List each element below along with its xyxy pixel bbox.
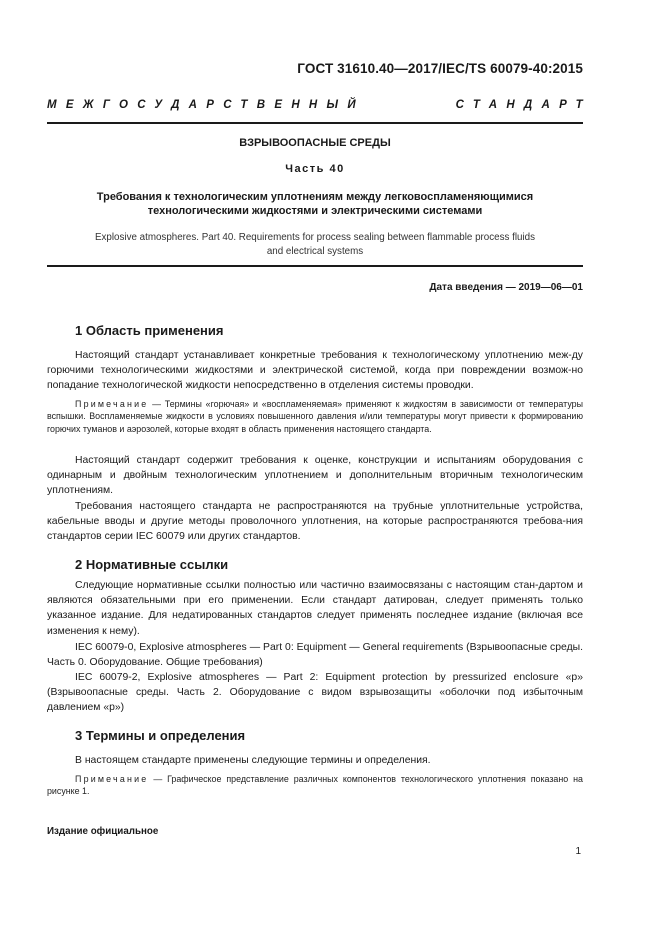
english-title-line2: and electrical systems	[266, 246, 364, 257]
introduction-date: Дата введения — 2019—06—01	[429, 282, 583, 293]
section1-note	[47, 398, 583, 435]
section2-heading: 2 Нормативные ссылки	[75, 557, 229, 572]
section3-note-label: Примечание	[75, 774, 149, 784]
section3-note-text: — Графическое представление различных компонентов технологического уплотнения показано на рисунке 1.	[47, 774, 583, 797]
section3-heading: 3 Термины и определения	[75, 728, 246, 743]
document-name	[47, 190, 583, 218]
document-title: ВЗРЫВООПАСНЫЕ СРЕДЫ	[239, 137, 391, 149]
section2-paragraph1: Следующие нормативные ссылки полностью или частично взаимосвязаны с настоящим стан-дартом и являются обязательными при его применении. Если стандарт датирован, следует применять только указанное издание. Для недатированных стандартов следует применять последнее издание (включая все изменения к нему).	[47, 580, 583, 637]
title-rule	[47, 265, 583, 267]
english-title-line1: Explosive atmospheres. Part 40. Requirements for process sealing between flammable process fluids	[95, 232, 535, 243]
official-edition-label: Издание официальное	[47, 826, 159, 837]
english-title	[47, 231, 583, 259]
document-name-line1: Требования к технологическим уплотнениям между легковоспламеняющимися	[96, 191, 534, 203]
header-rule	[47, 122, 583, 124]
standard-code: ГОСТ 31610.40—2017/IEC/TS 60079-40:2015	[297, 61, 583, 76]
section1-note-label: Примечание	[75, 399, 149, 409]
section1-heading: 1 Область применения	[75, 323, 224, 338]
section1-note-text: — Термины «горючая» и «воспламеняемая» применяют к жидкостям в зависимости от температуры вспышки. Воспламеняемые жидкости в условиях повышенного давления и/или температуры могут привести к формированию горючих туманов и аэрозолей, которые входят в область применения настоящего стандарта.	[47, 399, 583, 434]
document-name-line2: технологическими жидкостями и электрическими системами	[147, 205, 483, 217]
section1-paragraph2: Настоящий стандарт содержит требования к оценке, конструкции и испытаниям оборудования с одинарным и двойным технологическим уплотнением и дополнительным вторичным технологическим уплотнениям.	[47, 455, 583, 497]
document-part: Часть 40	[285, 163, 345, 175]
banner-word-interstate: МЕЖГОСУДАРСТВЕННЫЙ	[47, 99, 365, 111]
section3-note	[47, 773, 583, 798]
section1-paragraph3: Требования настоящего стандарта не распространяются на трубные уплотнительные устройства, кабельные вводы и другие методы проволочного уплотнения, на которые распространяются требова-ния стандартов серии IEC 60079 или других стандартов.	[47, 501, 583, 543]
section2-reference-iec60079-0: IEC 60079-0, Explosive atmospheres — Part 0: Equipment — General requirements (Взрывоопасные среды. Часть 0. Оборудование. Общие требования)	[47, 642, 583, 669]
standard-banner	[47, 99, 592, 111]
section1-paragraph1: Настоящий стандарт устанавливает конкретные требования к технологическому уплотнению меж-ду горючими технологическими жидкостями и электрической системой, когда при повреждении возмож-но попадание технологической жидкости непосредственно в отделения системы проводки.	[47, 350, 583, 392]
banner-word-standard: СТАНДАРТ	[455, 99, 592, 111]
section3-paragraph1: В настоящем стандарте применены следующие термины и определения.	[75, 755, 431, 766]
section2-reference-iec60079-2: IEC 60079-2, Explosive atmospheres — Part 2: Equipment protection by pressurized enclosure «р» (Взрывоопасные среды. Часть 2. Оборудование с видом взрывозащиты «оболочки под избыточным давлением «р»)	[47, 672, 583, 714]
page-number: 1	[575, 846, 581, 857]
